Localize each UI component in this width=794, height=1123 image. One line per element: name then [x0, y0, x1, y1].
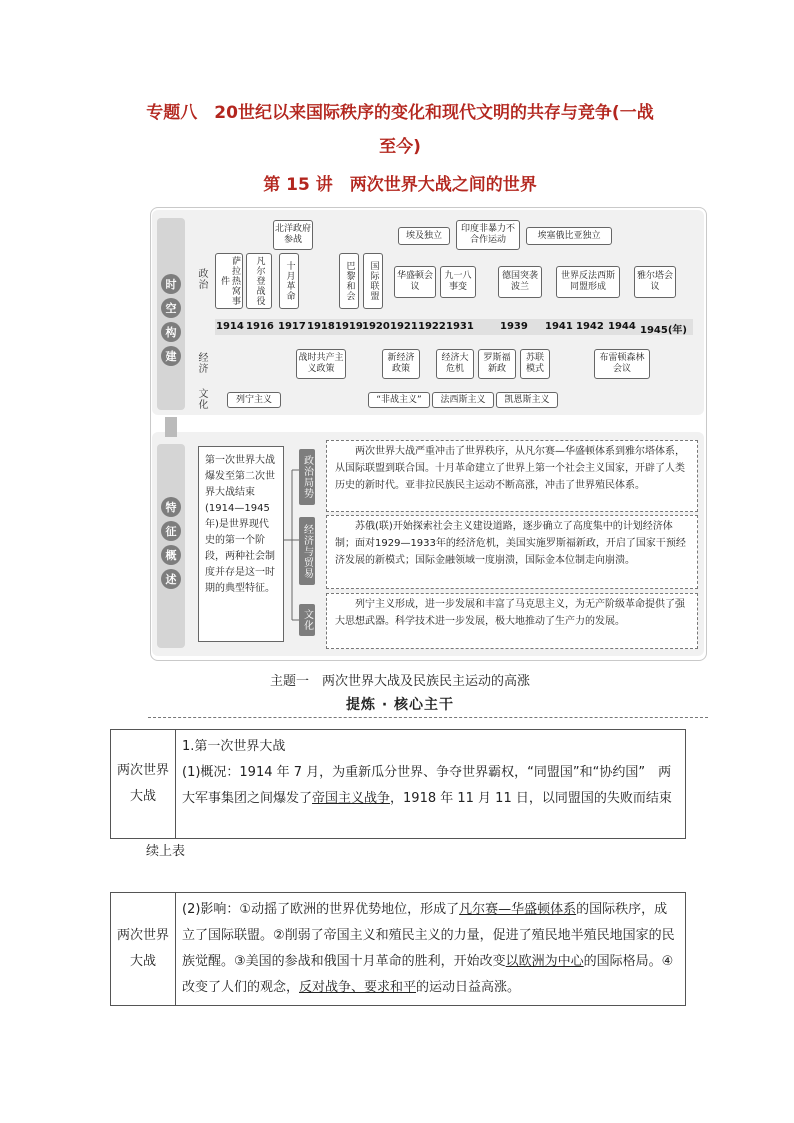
text: 的国际秩序，成立了国际联盟。②削弱了帝国主义和殖民主义的力量，促进了殖民地半殖民地国家的民族觉醒。③美国的参战和俄国十月革命的胜利，开始改变 — [182, 902, 675, 969]
event-anti-fascist-alliance: 世界反法西斯同盟形成 — [556, 266, 620, 298]
event-washington-conference: 华盛顿会议 — [394, 266, 436, 298]
year-tick: 1939 — [500, 321, 528, 332]
year-tick: 1914 — [216, 321, 244, 332]
section2-char: 概 — [161, 545, 181, 565]
event-india-noncooperation: 印度非暴力不合作运动 — [456, 220, 520, 250]
chapter-title-line1: 专题八 20世纪以来国际秩序的变化和现代文明的共存与竞争(一战 — [146, 103, 654, 123]
event-keynesianism: 凯恩斯主义 — [496, 392, 558, 408]
year-tick: 1922 — [418, 321, 446, 332]
tag-economy: 经济与贸易 — [299, 517, 315, 585]
section1-char: 构 — [161, 322, 181, 342]
text: 的运动日益高涨。 — [416, 980, 521, 995]
table-body — [176, 730, 686, 839]
event-beiyang-war: 北洋政府参战 — [273, 220, 313, 250]
overview-paragraph — [182, 760, 679, 812]
item-title: 1.第一次世界大战 — [182, 739, 286, 754]
text: (1)概况：1914 年 7 月，为重新瓜分世界、争夺世界霸权，“同盟国”和“协约国” 两大军事集团之间爆发了 — [182, 765, 672, 806]
event-yalta-conference: 雅尔塔会议 — [634, 266, 676, 298]
lesson-title: 第 15 讲 两次世界大战之间的世界 — [263, 175, 537, 195]
continued-label: 续上表 — [146, 844, 186, 859]
section2-char: 述 — [161, 569, 181, 589]
year-tick: 1917 — [278, 321, 306, 332]
table-head: 两次世界大战 — [111, 730, 176, 839]
year-tick: 1944 — [608, 321, 636, 332]
event-verdun: 凡尔登战役 — [246, 253, 272, 309]
period-summary: 第一次世界大战爆发至第二次世界大战结束(1914—1945年)是世界现代史的第一个阶段，两种社会制度并存是这一时期的典型特征。 — [198, 446, 284, 642]
text: 的国际格局。④改变了人们的观念， — [182, 954, 674, 995]
event-paris-conference: 巴黎和会 — [339, 253, 359, 309]
event-soviet-model: 苏联模式 — [520, 349, 550, 379]
table-ww1-impact — [110, 892, 686, 1006]
theme-heading: 提炼 · 核心主干 — [345, 697, 455, 713]
chapter-title — [110, 96, 690, 164]
year-tick: 1916 — [246, 321, 274, 332]
tag-culture: 文化 — [299, 604, 315, 636]
table-body — [176, 893, 686, 1006]
year-tick: 1918 — [307, 321, 335, 332]
theme-subtitle: 主题一 两次世界大战及民族民主运动的高涨 — [269, 674, 530, 689]
year-tick: 1931 — [446, 321, 474, 332]
year-tick: 1942 — [576, 321, 604, 332]
event-egypt-independence: 埃及独立 — [398, 227, 450, 245]
event-ethiopia-independence: 埃塞俄比亚独立 — [526, 227, 612, 245]
row-label-politics: 政治 — [196, 268, 207, 290]
heading-rule — [148, 717, 708, 719]
event-fascism: 法西斯主义 — [432, 392, 494, 408]
event-leninism: 列宁主义 — [227, 392, 281, 408]
chapter-title-line2: 至今) — [379, 137, 421, 157]
year-tick: 1920 — [362, 321, 390, 332]
section1-char: 建 — [161, 346, 181, 366]
year-tick: 1921 — [390, 321, 418, 332]
feature-culture: 列宁主义形成，进一步发展和丰富了马克思主义，为无产阶级革命提供了强大思想武器。科学技术进一步发展，极大地推动了生产力的发展。 — [326, 593, 698, 649]
event-nep: 新经济政策 — [382, 349, 420, 379]
event-great-depression: 经济大危机 — [436, 349, 474, 379]
section-connector — [165, 417, 177, 437]
underlined-text: 以欧洲为中心 — [505, 954, 584, 969]
section2-char: 征 — [161, 521, 181, 541]
text: (2)影响：①动摇了欧洲的世界优势地位，形成了 — [182, 902, 460, 917]
row-label-economy: 经济 — [196, 352, 207, 374]
section2-char: 特 — [161, 497, 181, 517]
feature-economy: 苏俄(联)开始探索社会主义建设道路，逐步确立了高度集中的计划经济体制；面对1929—1933年的经济危机，美国实施罗斯福新政，开启了国家干预经济发展的新模式；国际金融领域一度崩溃，国际金本位制走向崩溃。 — [326, 515, 698, 589]
text: ，1918 年 11 月 11 日，以同盟国的失败而结束 — [390, 791, 672, 806]
section1-char: 空 — [161, 298, 181, 318]
year-tick: 1919 — [335, 321, 363, 332]
event-war-communism: 战时共产主义政策 — [296, 349, 346, 379]
feature-politics: 两次世界大战严重冲击了世界秩序，从凡尔赛—华盛顿体系到雅尔塔体系，从国际联盟到联合国。十月革命建立了世界上第一个社会主义国家，开辟了人类历史的新时代。亚非拉民族民主运动不断高涨，冲击了世界殖民体系。 — [326, 440, 698, 512]
event-sarajevo: 萨拉热窝事件 — [215, 253, 243, 309]
row-label-culture: 文化 — [196, 388, 207, 410]
underlined-text: 反对战争、要求和平 — [299, 980, 417, 995]
table-ww1-overview — [110, 729, 686, 839]
year-tick: 1945(年) — [640, 325, 687, 336]
event-october-revolution: 十月革命 — [279, 253, 299, 309]
underlined-text: 凡尔赛—华盛顿体系 — [459, 902, 577, 917]
tag-politics: 政治局势 — [299, 449, 315, 505]
event-germany-invades-poland: 德国突袭波兰 — [498, 266, 542, 298]
table-head: 两次世界大战 — [111, 893, 176, 1006]
event-anti-war-doctrine: “非战主义” — [368, 392, 430, 408]
underlined-text: 帝国主义战争 — [312, 791, 391, 806]
section1-char: 时 — [161, 274, 181, 294]
event-new-deal: 罗斯福新政 — [478, 349, 516, 379]
event-bretton-woods: 布雷顿森林会议 — [594, 349, 650, 379]
event-league-of-nations: 国际联盟 — [363, 253, 383, 309]
event-sept18-incident: 九一八事变 — [440, 266, 476, 298]
year-tick: 1941 — [545, 321, 573, 332]
